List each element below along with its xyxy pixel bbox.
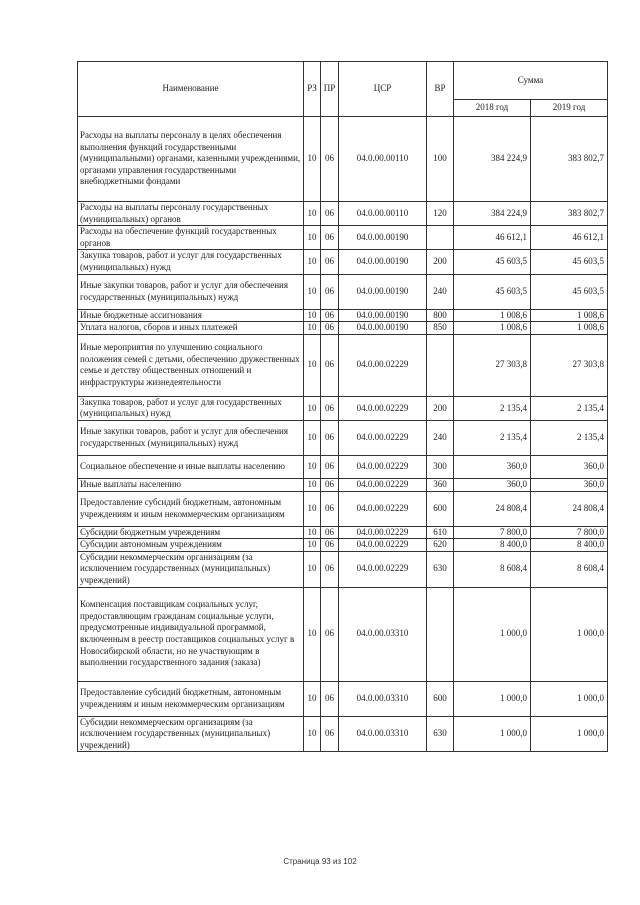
row-sum-2019: 1 000,0 [531, 716, 608, 752]
row-pr: 06 [321, 551, 339, 587]
row-rz: 10 [304, 491, 321, 526]
table-row [78, 455, 608, 478]
row-sum-2018: 24 808,4 [454, 491, 531, 526]
row-sum-2019: 46 612,1 [531, 226, 608, 250]
row-name: Иные закупки товаров, работ и услуг для обеспечения государственных (муниципальных) нужд [78, 420, 304, 455]
row-csr: 04.0.00.00190 [339, 250, 427, 274]
row-name: Закупка товаров, работ и услуг для государственных (муниципальных) нужд [78, 396, 304, 420]
row-name: Расходы на выплаты персоналу государственных (муниципальных) органов [78, 202, 304, 226]
row-rz: 10 [304, 455, 321, 478]
row-sum-2019: 7 800,0 [531, 526, 608, 539]
row-rz: 10 [304, 420, 321, 455]
row-csr: 04.0.00.00110 [339, 202, 427, 226]
row-rz: 10 [304, 117, 321, 202]
row-name: Субсидии бюджетным учреждениям [78, 526, 304, 539]
row-vr: 120 [427, 202, 454, 226]
row-pr: 06 [321, 334, 339, 396]
row-pr: 06 [321, 455, 339, 478]
row-csr: 04.0.00.02229 [339, 334, 427, 396]
row-rz: 10 [304, 681, 321, 716]
row-name: Иные закупки товаров, работ и услуг для обеспечения государственных (муниципальных) нужд [78, 274, 304, 309]
row-sum-2019: 24 808,4 [531, 491, 608, 526]
header-row [78, 62, 608, 100]
row-pr: 06 [321, 396, 339, 420]
row-csr: 04.0.00.02229 [339, 551, 427, 587]
row-vr: 240 [427, 274, 454, 309]
row-sum-2018: 8 400,0 [454, 539, 531, 552]
row-csr: 04.0.00.00110 [339, 117, 427, 202]
row-sum-2019: 1 000,0 [531, 681, 608, 716]
row-sum-2018: 360,0 [454, 455, 531, 478]
row-csr: 04.0.00.00190 [339, 309, 427, 322]
row-sum-2019: 27 303,8 [531, 334, 608, 396]
table-row [78, 250, 608, 274]
row-pr: 06 [321, 478, 339, 491]
row-sum-2018: 2 135,4 [454, 396, 531, 420]
header-year-2019: 2019 год [531, 100, 608, 117]
header-vr: ВР [427, 62, 454, 117]
row-name: Предоставление субсидий бюджетным, автономным учреждениям и иным некоммерческим организациям [78, 491, 304, 526]
row-pr: 06 [321, 539, 339, 552]
row-pr: 06 [321, 322, 339, 335]
row-rz: 10 [304, 322, 321, 335]
header-rz: РЗ [304, 62, 321, 117]
row-sum-2018: 46 612,1 [454, 226, 531, 250]
row-csr: 04.0.00.02229 [339, 526, 427, 539]
header-sum: Сумма [454, 62, 608, 100]
row-name: Уплата налогов, сборов и иных платежей [78, 322, 304, 335]
row-vr: 200 [427, 396, 454, 420]
row-vr [427, 226, 454, 250]
row-name: Предоставление субсидий бюджетным, автономным учреждениям и иным некоммерческим организациям [78, 681, 304, 716]
row-pr: 06 [321, 309, 339, 322]
row-sum-2018: 27 303,8 [454, 334, 531, 396]
row-vr: 620 [427, 539, 454, 552]
row-name: Иные бюджетные ассигнования [78, 309, 304, 322]
row-sum-2018: 45 603,5 [454, 274, 531, 309]
row-sum-2018: 1 008,6 [454, 322, 531, 335]
row-name: Иные выплаты населению [78, 478, 304, 491]
table-row [78, 226, 608, 250]
row-sum-2019: 360,0 [531, 455, 608, 478]
row-csr: 04.0.00.02229 [339, 420, 427, 455]
row-sum-2019: 360,0 [531, 478, 608, 491]
row-sum-2018: 360,0 [454, 478, 531, 491]
row-sum-2019: 1 000,0 [531, 587, 608, 681]
row-sum-2019: 1 008,6 [531, 322, 608, 335]
row-rz: 10 [304, 334, 321, 396]
row-pr: 06 [321, 420, 339, 455]
row-sum-2018: 45 603,5 [454, 250, 531, 274]
row-name: Расходы на выплаты персоналу в целях обеспечения выполнения функций государственными (муниципальными) органами, казенными учреждениями, органами управления государственными внебюджетными фондами [78, 117, 304, 202]
table-row [78, 716, 608, 752]
row-rz: 10 [304, 539, 321, 552]
row-csr: 04.0.00.02229 [339, 478, 427, 491]
row-vr [427, 334, 454, 396]
row-sum-2019: 45 603,5 [531, 274, 608, 309]
row-csr: 04.0.00.02229 [339, 491, 427, 526]
row-csr: 04.0.00.03310 [339, 587, 427, 681]
row-rz: 10 [304, 716, 321, 752]
row-vr: 300 [427, 455, 454, 478]
row-rz: 10 [304, 478, 321, 491]
row-name: Закупка товаров, работ и услуг для государственных (муниципальных) нужд [78, 250, 304, 274]
row-sum-2019: 8 400,0 [531, 539, 608, 552]
table-row [78, 334, 608, 396]
row-pr: 06 [321, 117, 339, 202]
row-csr: 04.0.00.00190 [339, 226, 427, 250]
row-name: Субсидии автономным учреждениям [78, 539, 304, 552]
row-vr: 800 [427, 309, 454, 322]
table-row [78, 420, 608, 455]
row-csr: 04.0.00.02229 [339, 539, 427, 552]
row-rz: 10 [304, 274, 321, 309]
row-sum-2018: 1 000,0 [454, 681, 531, 716]
row-csr: 04.0.00.00190 [339, 322, 427, 335]
row-name: Расходы на обеспечение функций государственных органов [78, 226, 304, 250]
row-sum-2018: 1 008,6 [454, 309, 531, 322]
table-row [78, 322, 608, 335]
row-vr: 630 [427, 716, 454, 752]
row-rz: 10 [304, 396, 321, 420]
table-row [78, 117, 608, 202]
row-vr [427, 587, 454, 681]
budget-table [77, 61, 608, 752]
row-csr: 04.0.00.03310 [339, 716, 427, 752]
row-sum-2018: 7 800,0 [454, 526, 531, 539]
row-pr: 06 [321, 274, 339, 309]
header-csr: ЦСР [339, 62, 427, 117]
table-row [78, 551, 608, 587]
row-rz: 10 [304, 551, 321, 587]
row-csr: 04.0.00.00190 [339, 274, 427, 309]
table-row [78, 539, 608, 552]
header-pr: ПР [321, 62, 339, 117]
row-vr: 600 [427, 681, 454, 716]
row-name: Социальное обеспечение и иные выплаты населению [78, 455, 304, 478]
row-sum-2018: 2 135,4 [454, 420, 531, 455]
row-pr: 06 [321, 681, 339, 716]
row-csr: 04.0.00.03310 [339, 681, 427, 716]
page-number: Страница 93 из 102 [283, 857, 357, 866]
row-pr: 06 [321, 587, 339, 681]
table-row [78, 478, 608, 491]
row-pr: 06 [321, 202, 339, 226]
table-row [78, 274, 608, 309]
table-row [78, 681, 608, 716]
table-row [78, 491, 608, 526]
row-rz: 10 [304, 309, 321, 322]
row-rz: 10 [304, 202, 321, 226]
row-pr: 06 [321, 226, 339, 250]
row-name: Субсидии некоммерческим организациям (за исключением государственных (муниципальных) учреждений) [78, 716, 304, 752]
row-vr: 240 [427, 420, 454, 455]
row-sum-2019: 8 608,4 [531, 551, 608, 587]
row-sum-2019: 1 008,6 [531, 309, 608, 322]
row-rz: 10 [304, 587, 321, 681]
table-row [78, 526, 608, 539]
row-sum-2019: 2 135,4 [531, 420, 608, 455]
table-row [78, 309, 608, 322]
row-csr: 04.0.00.02229 [339, 396, 427, 420]
row-vr: 200 [427, 250, 454, 274]
row-sum-2018: 1 000,0 [454, 716, 531, 752]
row-sum-2018: 384 224,9 [454, 202, 531, 226]
row-sum-2018: 384 224,9 [454, 117, 531, 202]
row-vr: 600 [427, 491, 454, 526]
header-name: Наименование [78, 62, 304, 117]
row-sum-2019: 2 135,4 [531, 396, 608, 420]
row-sum-2019: 45 603,5 [531, 250, 608, 274]
row-rz: 10 [304, 226, 321, 250]
row-name: Компенсация поставщикам социальных услуг, предоставляющим гражданам социальные услуги, предусмотренные индивидуальной программой, включенным в реестр поставщиков социальных услуг в Новосибирской области, но не участвующим в выполнении государственного задания (заказа) [78, 587, 304, 681]
row-sum-2018: 1 000,0 [454, 587, 531, 681]
row-sum-2019: 383 802,7 [531, 202, 608, 226]
row-csr: 04.0.00.02229 [339, 455, 427, 478]
row-vr: 100 [427, 117, 454, 202]
row-pr: 06 [321, 250, 339, 274]
table-row [78, 396, 608, 420]
row-name: Субсидии некоммерческим организациям (за исключением государственных (муниципальных) учреждений) [78, 551, 304, 587]
row-rz: 10 [304, 250, 321, 274]
row-vr: 850 [427, 322, 454, 335]
row-pr: 06 [321, 526, 339, 539]
row-vr: 360 [427, 478, 454, 491]
row-pr: 06 [321, 491, 339, 526]
row-sum-2018: 8 608,4 [454, 551, 531, 587]
header-year-2018: 2018 год [454, 100, 531, 117]
row-name: Иные мероприятия по улучшению социального положения семей с детьми, обеспечению дружественных семье и детству общественных отношений и инфраструктуры жизнедеятельности [78, 334, 304, 396]
row-vr: 610 [427, 526, 454, 539]
row-rz: 10 [304, 526, 321, 539]
table-row [78, 202, 608, 226]
row-vr: 630 [427, 551, 454, 587]
row-pr: 06 [321, 716, 339, 752]
table-row [78, 587, 608, 681]
row-sum-2019: 383 802,7 [531, 117, 608, 202]
